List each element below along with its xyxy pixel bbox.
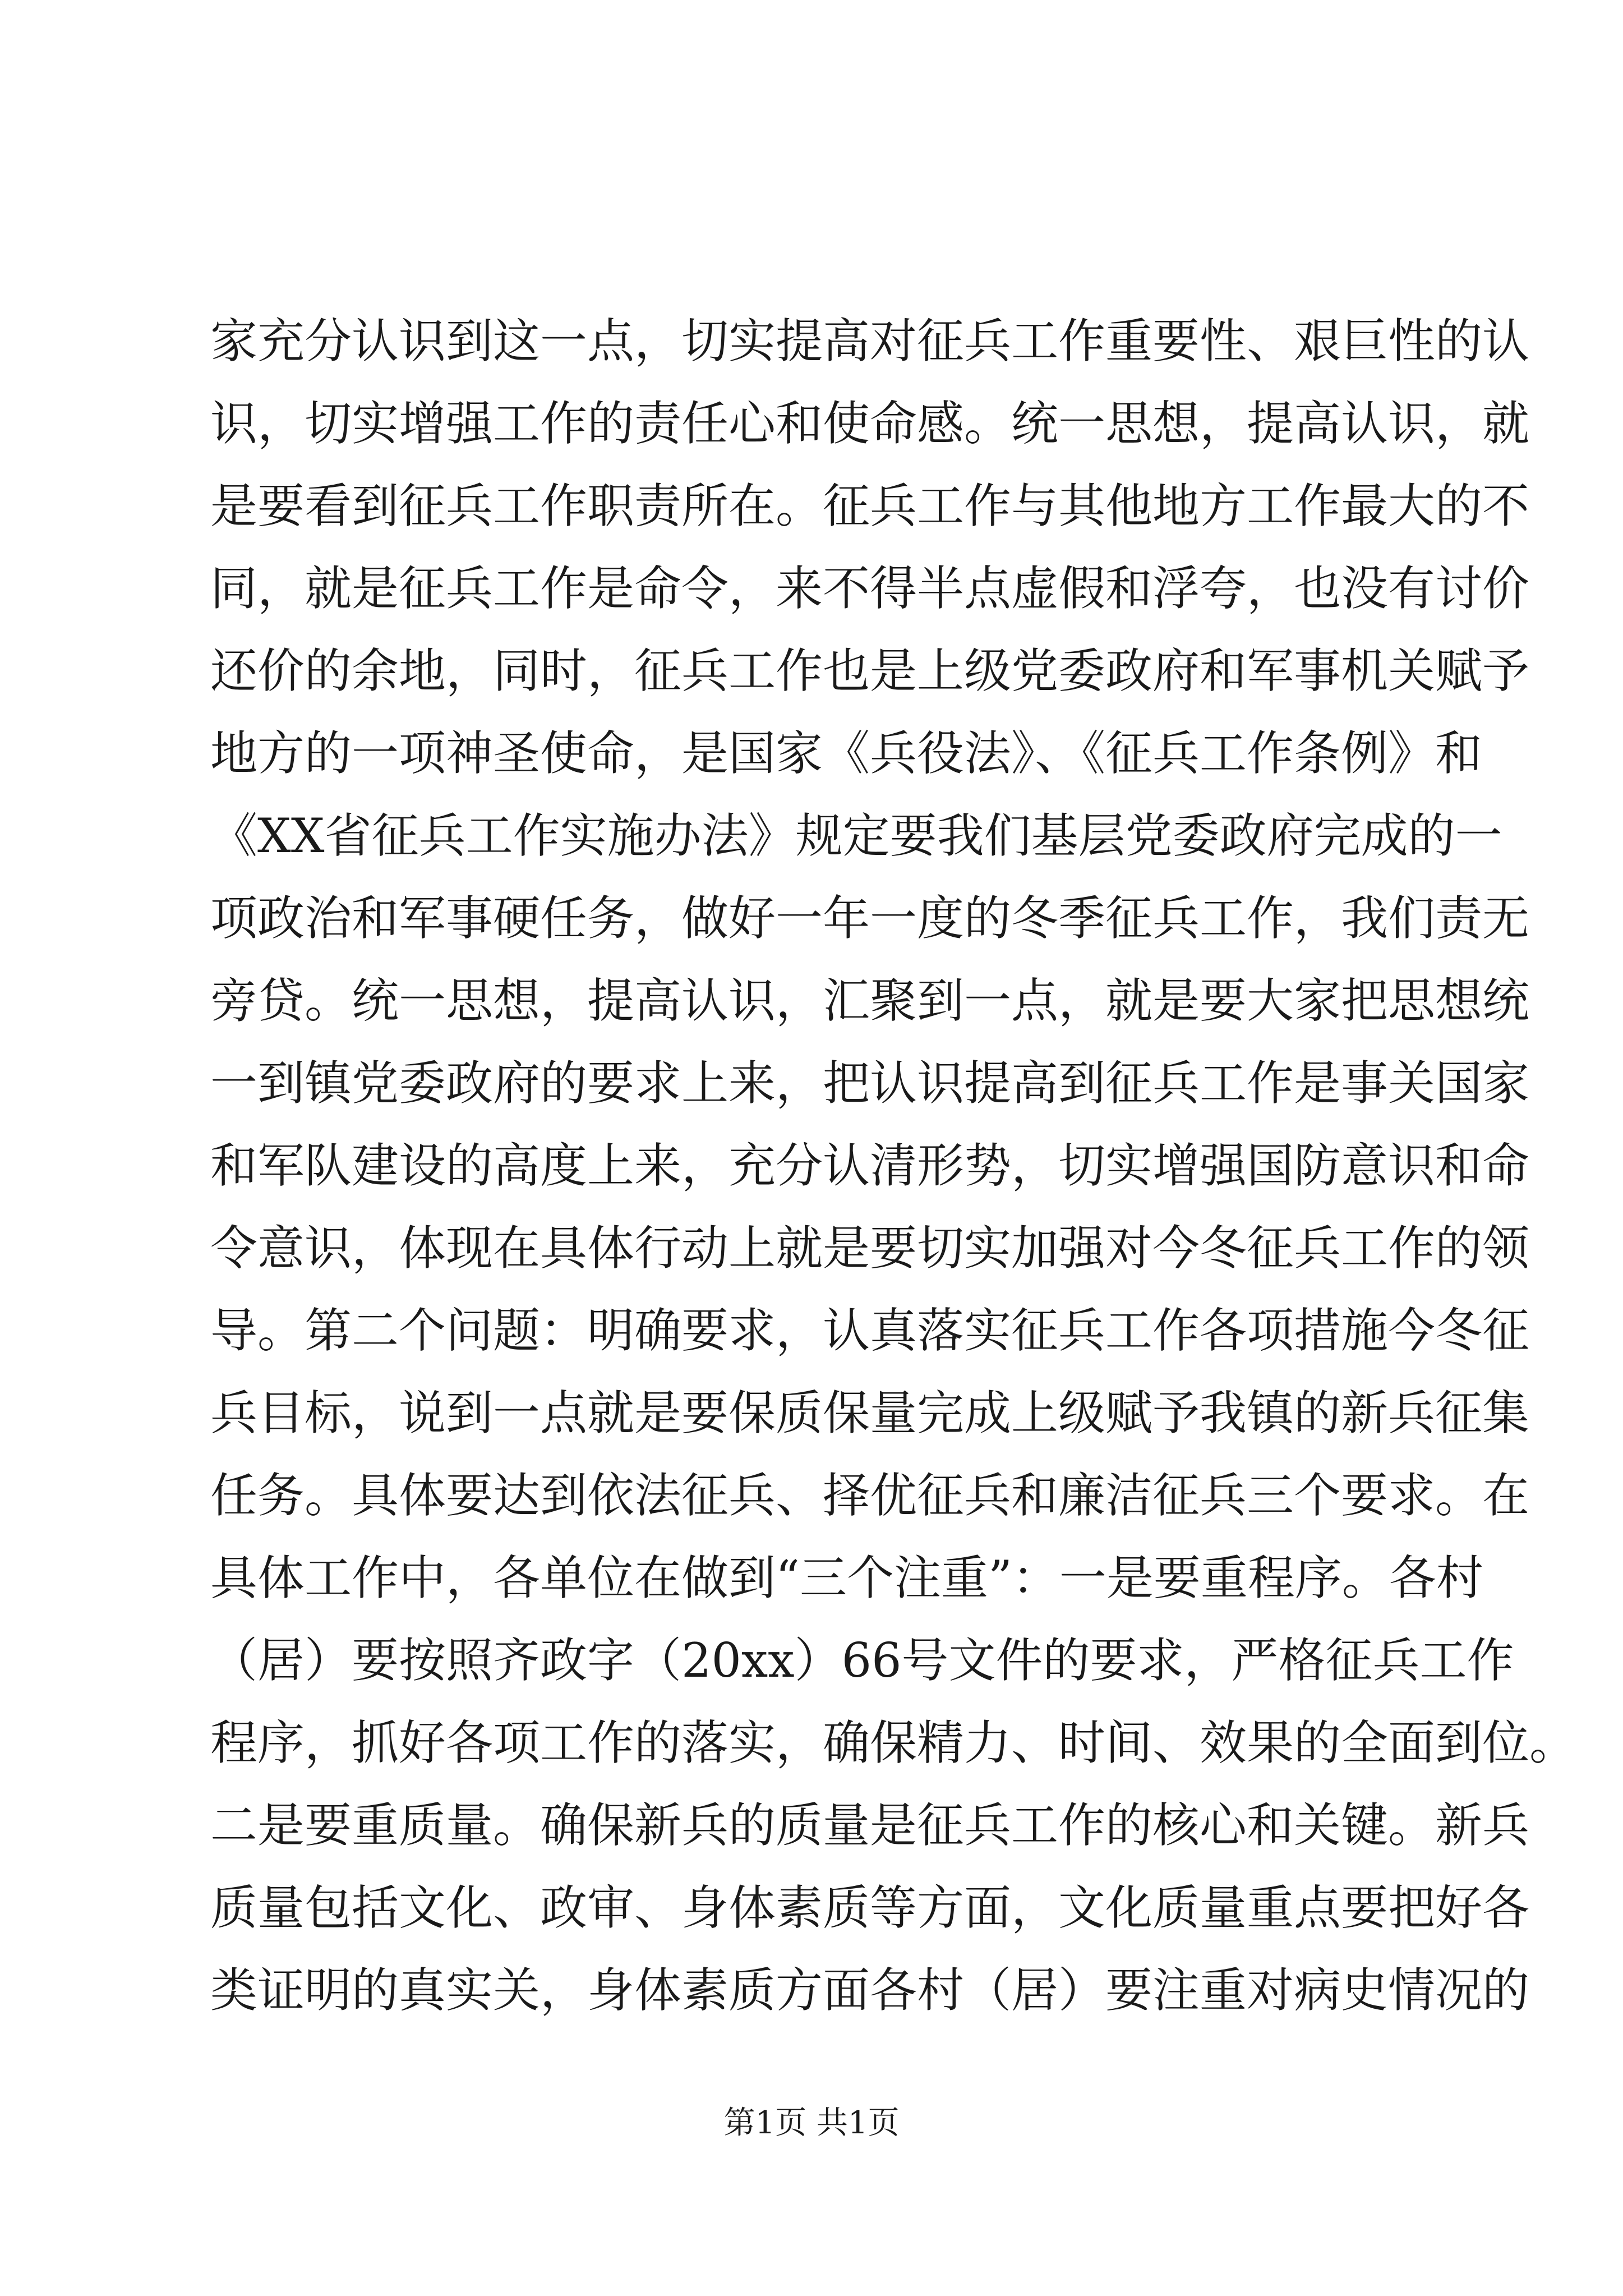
page-number-footer: 第1页 共1页	[723, 2105, 900, 2141]
text-line: 一到镇党委政府的要求上来，把认识提高到征兵工作是事关国家	[210, 1056, 1530, 1111]
text-line: 导。第二个问题：明确要求，认真落实征兵工作各项措施今冬征	[210, 1303, 1530, 1358]
text-line: 是要看到征兵工作职责所在。征兵工作与其他地方工作最大的不	[210, 478, 1530, 533]
text-line: 类证明的真实关，身体素质方面各村（居）要注重对病史情况的	[210, 1963, 1530, 2018]
text-line: 程序，抓好各项工作的落实，确保精力、时间、效果的全面到位。	[210, 1715, 1577, 1770]
text-line: 家充分认识到这一点，切实提高对征兵工作重要性、艰巨性的认	[210, 314, 1530, 369]
text-line: 具体工作中，各单位在做到“三个注重”：一是要重程序。各村	[210, 1550, 1483, 1605]
text-line: 还价的余地，同时，征兵工作也是上级党委政府和军事机关赋予	[210, 643, 1530, 698]
text-line: 项政治和军事硬任务，做好一年一度的冬季征兵工作，我们责无	[210, 891, 1530, 946]
text-line: 地方的一项神圣使命，是国家《兵役法》、《征兵工作条例》和	[210, 726, 1483, 781]
text-line: 旁贷。统一思想，提高认识，汇聚到一点，就是要大家把思想统	[210, 973, 1530, 1028]
text-line: （居）要按照齐政字（20xx）66号文件的要求，严格征兵工作	[210, 1633, 1514, 1688]
text-line: 二是要重质量。确保新兵的质量是征兵工作的核心和关键。新兵	[210, 1798, 1530, 1853]
text-line: 任务。具体要达到依法征兵、择优征兵和廉洁征兵三个要求。在	[210, 1468, 1530, 1523]
text-line: 《XX省征兵工作实施办法》规定要我们基层党委政府完成的一	[210, 808, 1502, 863]
text-line: 和军队建设的高度上来，充分认清形势，切实增强国防意识和命	[210, 1138, 1530, 1193]
text-line: 同，就是征兵工作是命令，来不得半点虚假和浮夸，也没有讨价	[210, 561, 1530, 616]
text-line: 识，切实增强工作的责任心和使命感。统一思想，提高认识，就	[210, 396, 1530, 451]
text-line: 兵目标，说到一点就是要保质保量完成上级赋予我镇的新兵征集	[210, 1386, 1530, 1441]
text-line: 令意识，体现在具体行动上就是要切实加强对今冬征兵工作的领	[210, 1221, 1530, 1276]
body-text	[210, 300, 1577, 2032]
text-line: 质量包括文化、政审、身体素质等方面，文化质量重点要把好各	[210, 1880, 1530, 1935]
